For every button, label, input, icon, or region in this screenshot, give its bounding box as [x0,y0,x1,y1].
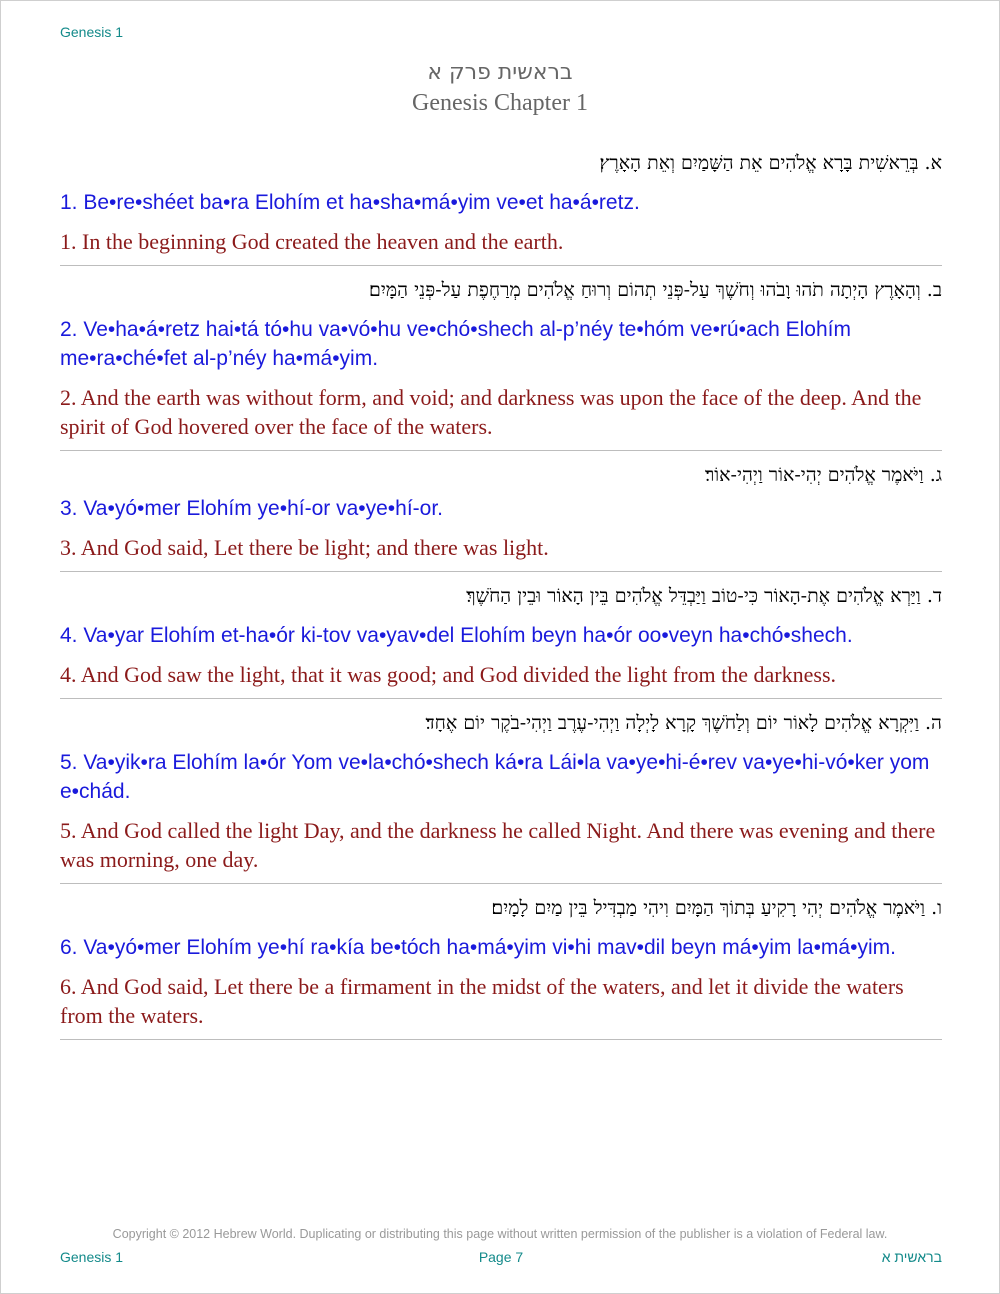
verse-transliteration: 5. Va•yik•ra Elohím la•ór Yom ve•la•chó•shech ká•ra Lái•la va•ye•hi-é•rev va•ye•hi-vó•ker yom e•chád. [60,751,930,803]
copyright-notice: Copyright © 2012 Hebrew World. Duplicating or distributing this page without written permission of the publisher is a violation of Federal law. [112,1227,888,1241]
verse-transliteration: 6. Va•yó•mer Elohím ye•hí ra•kía be•tóch ha•má•yim vi•hi mav•dil beyn má•yim la•má•yim. [60,936,896,959]
verse-hebrew: ג. וַיֹּאמֶר אֱלֹהִים יְהִי-אוֹר וַיְהִי-אוֹר׃ [704,464,942,486]
verse-english: 4. And God saw the light, that it was good; and God divided the light from the darkness. [60,662,837,687]
verse-english: 2. And the earth was without form, and void; and darkness was upon the face of the deep. And the spirit of God hovered over the face of the waters. [60,385,922,439]
footer-chapter: Genesis 1 [60,1249,124,1265]
page-number: Page 7 [478,1249,524,1265]
verse-divider [60,450,942,451]
verse-1 [60,148,942,266]
verse-divider [60,883,942,884]
chapter-title [0,58,1000,118]
verse-hebrew: א. בְּרֵאשִׁית בָּרָא אֱלֹהִים אֵת הַשָּׁמַיִם וְאֵת הָאָרֶץ׃ [599,152,942,174]
verse-hebrew: ב. וְהָאָרֶץ הָיְתָה תֹהוּ וָבֹהוּ וְחֹשֶׁךְ עַל-פְּנֵי תְהוֹם וְרוּחַ אֱלֹהִים מְרַחֶפֶת עַל-פְּנֵי הַמָּיִם׃ [369,279,942,301]
verse-hebrew: ו. וַיֹּאמֶר אֱלֹהִים יְהִי רָקִיעַ בְּתוֹךְ הַמָּיִם וִיהִי מַבְדִּיל בֵּין מַיִם לָמָיִם׃ [491,897,942,919]
verse-4 [60,581,942,699]
verse-divider [60,698,942,699]
verse-english: 5. And God called the light Day, and the darkness he called Night. And there was evening and there was morning, one day. [60,818,936,872]
verse-transliteration: 2. Ve•ha•á•retz hai•tá tó•hu va•vó•hu ve•chó•shech al-p’néy te•hóm ve•rú•ach Elohím me•ra•ché•fet al-p’néy ha•má•yim. [60,318,851,370]
verse-list [60,148,942,1049]
verse-hebrew: ד. וַיַּרְא אֱלֹהִים אֶת-הָאוֹר כִּי-טוֹב וַיַּבְדֵּל אֱלֹהִים בֵּין הָאוֹר וּבֵין הַחֹשֶׁךְ׃ [466,585,942,607]
verse-divider [60,1039,942,1040]
verse-transliteration: 3. Va•yó•mer Elohím ye•hí-or va•ye•hí-or. [60,497,444,520]
verse-english: 1. In the beginning God created the heaven and the earth. [60,229,564,254]
chapter-title-hebrew: בראשית פרק א [427,60,573,85]
verse-english: 3. And God said, Let there be light; and there was light. [60,535,549,560]
footer-chapter-hebrew: בראשית א [881,1249,942,1265]
verse-3 [60,460,942,572]
verse-transliteration: 1. Be•re•shéet ba•ra Elohím et ha•sha•má•yim ve•et ha•á•retz. [60,191,640,214]
verse-transliteration: 4. Va•yar Elohím et-ha•ór ki-tov va•yav•del Elohím beyn ha•ór oo•veyn ha•chó•shech. [60,624,853,647]
verse-hebrew: ה. וַיִּקְרָא אֱלֹהִים לָאוֹר יוֹם וְלַחֹשֶׁךְ קָרָא לָיְלָה וַיְהִי-עֶרֶב וַיְהִי-בֹקֶר יוֹם אֶחָד׃ [425,712,942,734]
verse-divider [60,265,942,266]
running-head: Genesis 1 [60,24,124,40]
verse-5 [60,708,942,884]
verse-english: 6. And God said, Let there be a firmament in the midst of the waters, and let it divide the waters from the waters. [60,974,904,1028]
verse-divider [60,571,942,572]
verse-2 [60,275,942,451]
verse-6 [60,893,942,1040]
chapter-title-english: Genesis Chapter 1 [412,90,588,116]
